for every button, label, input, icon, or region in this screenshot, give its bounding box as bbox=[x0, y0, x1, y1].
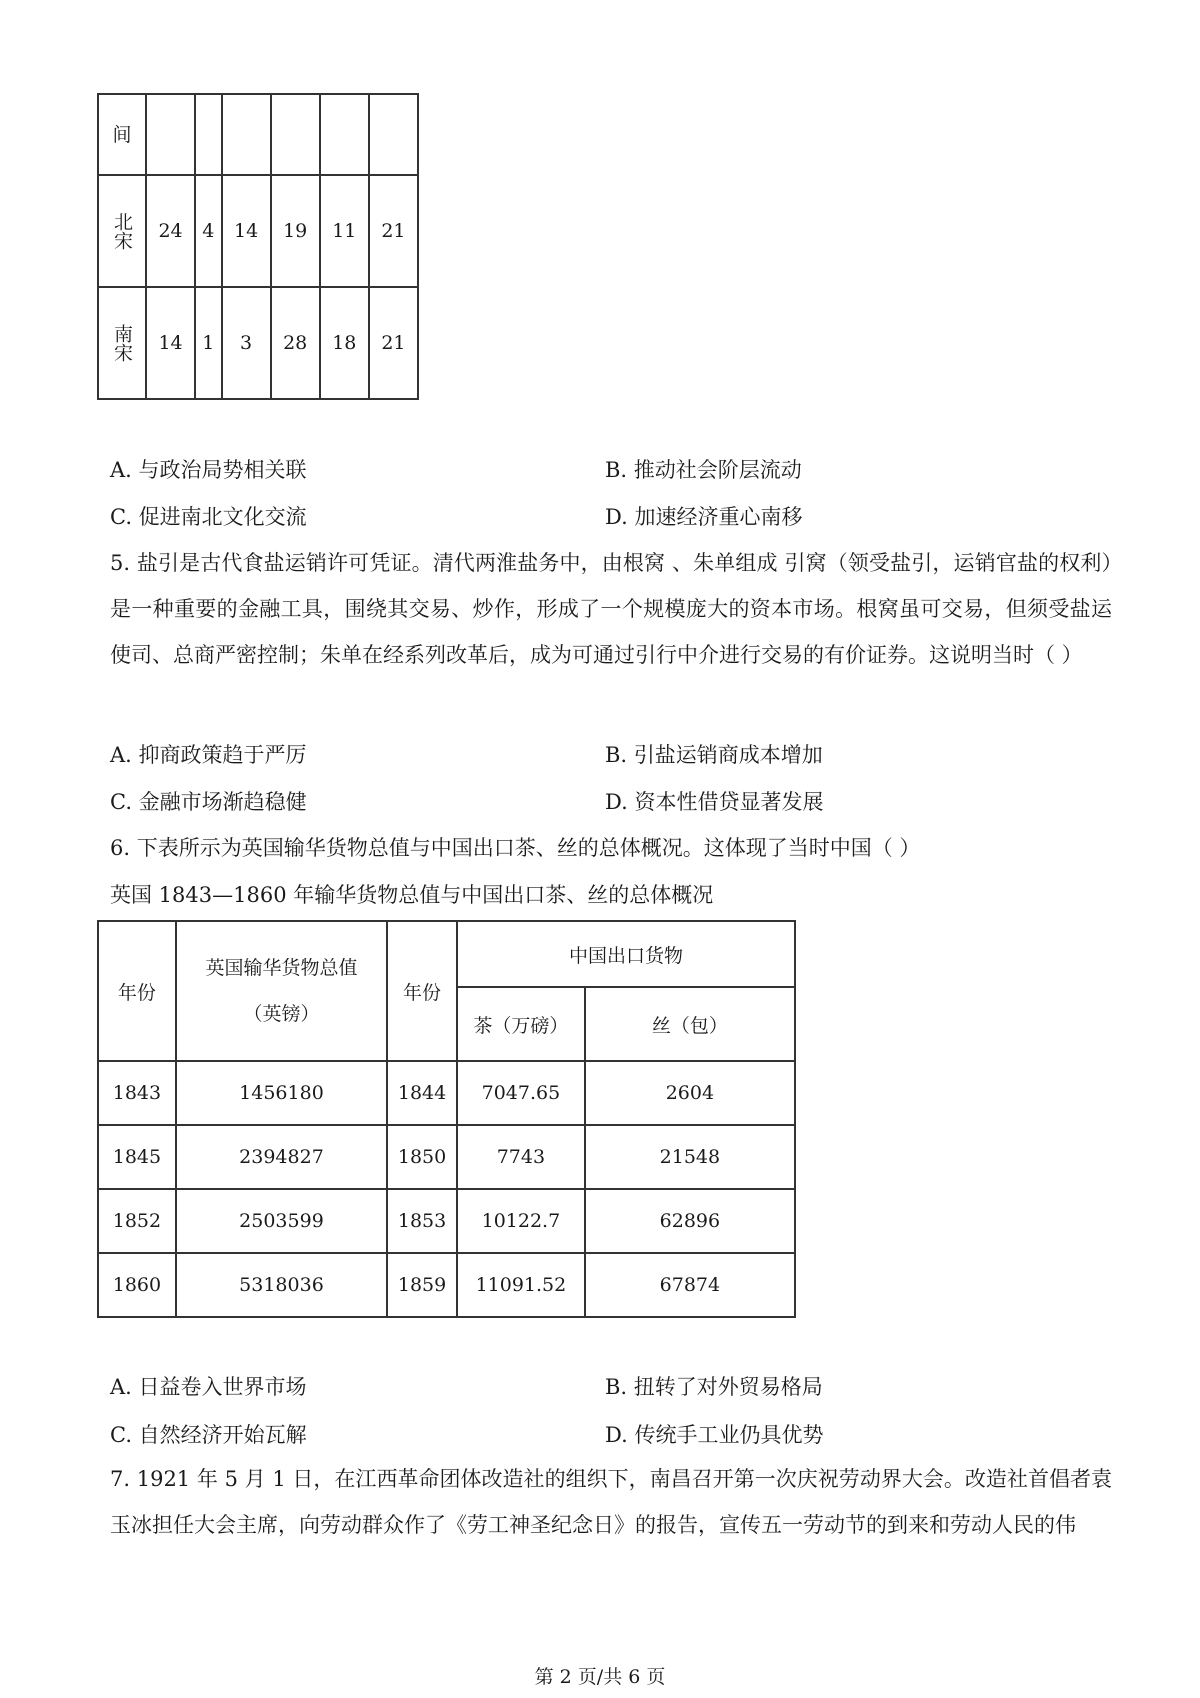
table-row bbox=[98, 175, 418, 287]
option-b: B. 推动社会阶层流动 bbox=[605, 458, 802, 482]
table-cell: 24 bbox=[146, 175, 195, 287]
header-cell: 茶（万磅） bbox=[457, 987, 585, 1061]
header-cell bbox=[176, 921, 387, 1061]
option-c: C. 促进南北文化交流 bbox=[110, 505, 307, 529]
row-label: 南宋 bbox=[98, 287, 146, 399]
table-cell: 1456180 bbox=[176, 1061, 387, 1125]
table-cell: 14 bbox=[222, 175, 271, 287]
table-cell: 10122.7 bbox=[457, 1189, 585, 1253]
table-cell: 11091.52 bbox=[457, 1253, 585, 1317]
table-row bbox=[98, 1061, 795, 1125]
table-cell: 4 bbox=[195, 175, 221, 287]
table-cell: 1845 bbox=[98, 1125, 176, 1189]
header-cell: 年份 bbox=[98, 921, 176, 1061]
table-cell bbox=[195, 94, 221, 175]
table-row bbox=[98, 1253, 795, 1317]
page-number: 第 2 页/共 6 页 bbox=[534, 1666, 666, 1688]
option-d: D. 资本性借贷显著发展 bbox=[605, 790, 824, 814]
header-line: 英国输华货物总值 bbox=[205, 957, 358, 979]
table-cell bbox=[320, 94, 369, 175]
trade-table bbox=[97, 920, 796, 1318]
table-cell: 1850 bbox=[387, 1125, 457, 1189]
row-label: 北宋 bbox=[98, 175, 146, 287]
table-cell: 67874 bbox=[585, 1253, 795, 1317]
table-cell: 1860 bbox=[98, 1253, 176, 1317]
table-cell: 2503599 bbox=[176, 1189, 387, 1253]
header-cell: 丝（包） bbox=[585, 987, 795, 1061]
table-cell bbox=[146, 94, 195, 175]
question-7-text: 7. 1921 年 5 月 1 日，在江西革命团体改造社的组织下，南昌召开第一次庆祝劳动界大会。改造社首倡者袁玉冰担任大会主席，向劳动群众作了《劳工神圣纪念日》的报告，宣传五一劳动节的到来和劳动人民的伟 bbox=[110, 1467, 1112, 1537]
table-cell: 21 bbox=[369, 287, 418, 399]
table-cell: 1844 bbox=[387, 1061, 457, 1125]
table-row bbox=[98, 1189, 795, 1253]
option-c: C. 金融市场渐趋稳健 bbox=[110, 790, 307, 814]
option-a: A. 日益卷入世界市场 bbox=[110, 1375, 307, 1399]
option-c: C. 自然经济开始瓦解 bbox=[110, 1423, 307, 1447]
table-cell: 21 bbox=[369, 175, 418, 287]
table-cell: 62896 bbox=[585, 1189, 795, 1253]
table-cell bbox=[222, 94, 271, 175]
option-a: A. 与政治局势相关联 bbox=[110, 458, 307, 482]
table-cell: 间 bbox=[98, 94, 146, 175]
dynasty-table bbox=[97, 93, 419, 400]
question-6-text: 6. 下表所示为英国输华货物总值与中国出口茶、丝的总体概况。这体现了当时中国（ ） bbox=[110, 836, 921, 860]
table-cell: 2604 bbox=[585, 1061, 795, 1125]
table-cell: 18 bbox=[320, 287, 369, 399]
table-cell bbox=[271, 94, 320, 175]
table-cell: 3 bbox=[222, 287, 271, 399]
table-cell: 19 bbox=[271, 175, 320, 287]
question-5-text: 5. 盐引是古代食盐运销许可凭证。清代两淮盐务中，由根窝 、朱单组成 引窝（领受盐引，运销官盐的权利）是一种重要的金融工具，围绕其交易、炒作，形成了一个规模庞大的资本市场。根窝虽可交易，但须受盐运使司、总商严密控制；朱单在经系列改革后，成为可通过引行中介进行交易的有价证券。这说明当时（ ） bbox=[110, 551, 1112, 667]
table-cell: 1859 bbox=[387, 1253, 457, 1317]
option-d: D. 传统手工业仍具优势 bbox=[605, 1423, 824, 1447]
table-row bbox=[98, 1125, 795, 1189]
option-b: B. 引盐运销商成本增加 bbox=[605, 743, 823, 767]
option-b: B. 扭转了对外贸易格局 bbox=[605, 1375, 823, 1399]
table-cell bbox=[369, 94, 418, 175]
table-row bbox=[98, 94, 418, 175]
table-row bbox=[98, 287, 418, 399]
table-cell: 1 bbox=[195, 287, 221, 399]
table-cell: 1843 bbox=[98, 1061, 176, 1125]
table-cell: 14 bbox=[146, 287, 195, 399]
table-cell: 7743 bbox=[457, 1125, 585, 1189]
table-row bbox=[98, 921, 795, 987]
table-cell: 21548 bbox=[585, 1125, 795, 1189]
table-cell: 2394827 bbox=[176, 1125, 387, 1189]
table-cell: 1853 bbox=[387, 1189, 457, 1253]
table-cell: 1852 bbox=[98, 1189, 176, 1253]
table-cell: 7047.65 bbox=[457, 1061, 585, 1125]
table-title: 英国 1843—1860 年输华货物总值与中国出口茶、丝的总体概况 bbox=[110, 883, 714, 907]
header-line: （英镑） bbox=[243, 1003, 320, 1025]
table-cell: 28 bbox=[271, 287, 320, 399]
option-d: D. 加速经济重心南移 bbox=[605, 505, 803, 529]
header-cell: 中国出口货物 bbox=[457, 921, 795, 987]
table-cell: 11 bbox=[320, 175, 369, 287]
table-cell: 5318036 bbox=[176, 1253, 387, 1317]
option-a: A. 抑商政策趋于严厉 bbox=[110, 743, 307, 767]
header-cell: 年份 bbox=[387, 921, 457, 1061]
